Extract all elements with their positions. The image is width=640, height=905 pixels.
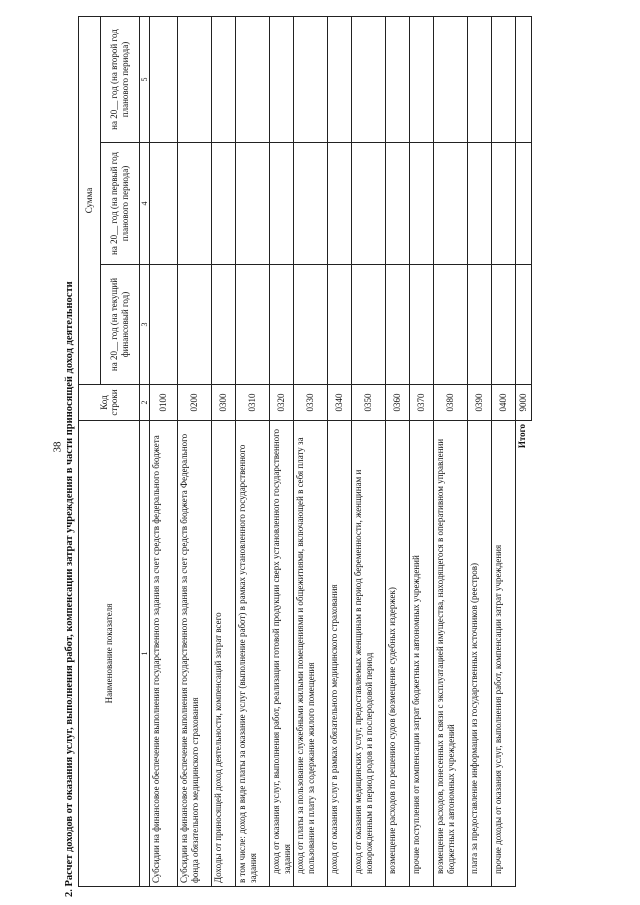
header-year-current: на 20__ год (на текущий финансовый год) — [100, 265, 139, 385]
row-code: 0390 — [468, 385, 492, 421]
row-code: 0350 — [352, 385, 386, 421]
cell-year-second-plan[interactable] — [468, 17, 492, 143]
cell-year-second-plan[interactable] — [178, 17, 212, 143]
cell-year-current[interactable] — [236, 265, 270, 385]
header-name: Наименование показателя — [79, 421, 140, 887]
column-index-row — [140, 17, 150, 887]
row-code: 0400 — [492, 385, 516, 421]
cell-year-current[interactable] — [270, 265, 294, 385]
cell-year-first-plan[interactable] — [468, 143, 492, 265]
cell-year-first-plan[interactable] — [150, 143, 178, 265]
total-code: 9000 — [516, 385, 532, 421]
cell-year-second-plan[interactable] — [492, 17, 516, 143]
row-code: 0300 — [212, 385, 236, 421]
cell-year-first-plan[interactable] — [212, 143, 236, 265]
table-row — [410, 17, 434, 887]
col-index: 1 — [140, 421, 150, 887]
col-index: 2 — [140, 385, 150, 421]
cell-total-year-second-plan[interactable] — [516, 17, 532, 143]
row-code: 0100 — [150, 385, 178, 421]
row-name: в том числе: доход в виде платы за оказание услуг (выполнение работ) в рамках установленного государственного задания — [236, 421, 270, 887]
row-code: 0200 — [178, 385, 212, 421]
cell-year-first-plan[interactable] — [328, 143, 352, 265]
table-row — [352, 17, 386, 887]
row-name: доход от оказания услуг, выполнения работ, реализации готовой продукции сверх установленного государственного задания — [270, 421, 294, 887]
cell-year-current[interactable] — [352, 265, 386, 385]
cell-year-second-plan[interactable] — [212, 17, 236, 143]
cell-year-second-plan[interactable] — [386, 17, 410, 143]
row-name: Доходы от приносящей доход деятельности, компенсаций затрат всего — [212, 421, 236, 887]
cell-year-first-plan[interactable] — [178, 143, 212, 265]
col-index: 5 — [140, 17, 150, 143]
total-row — [516, 17, 532, 887]
col-index: 3 — [140, 265, 150, 385]
row-code: 0360 — [386, 385, 410, 421]
cell-year-second-plan[interactable] — [434, 17, 468, 143]
cell-year-second-plan[interactable] — [328, 17, 352, 143]
cell-year-current[interactable] — [150, 265, 178, 385]
cell-year-current[interactable] — [410, 265, 434, 385]
cell-year-current[interactable] — [386, 265, 410, 385]
cell-total-year-first-plan[interactable] — [516, 143, 532, 265]
row-name: возмещение расходов по решению судов (возмещение судебных издержек) — [386, 421, 410, 887]
row-code: 0340 — [328, 385, 352, 421]
total-label: Итого — [517, 424, 527, 449]
cell-year-first-plan[interactable] — [492, 143, 516, 265]
cell-year-current[interactable] — [178, 265, 212, 385]
table-row — [212, 17, 236, 887]
cell-year-current[interactable] — [328, 265, 352, 385]
cell-year-second-plan[interactable] — [270, 17, 294, 143]
cell-year-first-plan[interactable] — [270, 143, 294, 265]
row-code: 0370 — [410, 385, 434, 421]
col-index: 4 — [140, 143, 150, 265]
cell-year-first-plan[interactable] — [294, 143, 328, 265]
row-code: 0310 — [236, 385, 270, 421]
cell-year-current[interactable] — [294, 265, 328, 385]
row-name: плата за предоставление информации из государственных источников (реестров) — [468, 421, 492, 887]
header-code: Код строки — [79, 385, 140, 421]
row-name: Субсидии на финансовое обеспечение выполнения государственного задания за счет средств бюджета Федерального фонда обязательного медицинского страхования — [178, 421, 212, 887]
row-name: возмещение расходов, понесенных в связи с эксплуатацией имущества, находящегося в оперативном управлении бюджетных и автономных учреждений — [434, 421, 468, 887]
header-sum: Сумма — [79, 17, 101, 385]
row-name: доход от оказания услуг в рамках обязательного медицинского страхования — [328, 421, 352, 887]
row-name: прочие поступления от компенсации затрат бюджетных и автономных учреждений — [410, 421, 434, 887]
cell-year-current[interactable] — [212, 265, 236, 385]
cell-total-year-current[interactable] — [516, 265, 532, 385]
table-row — [294, 17, 328, 887]
cell-year-current[interactable] — [434, 265, 468, 385]
row-code: 0320 — [270, 385, 294, 421]
page-number: 38 — [51, 441, 64, 453]
cell-year-second-plan[interactable] — [410, 17, 434, 143]
cell-year-first-plan[interactable] — [434, 143, 468, 265]
header-year-first-plan: на 20__ год (на первый год планового периода) — [100, 143, 139, 265]
cell-year-current[interactable] — [468, 265, 492, 385]
row-name: прочие доходы от оказания услуг, выполнения работ, компенсации затрат учреждения — [492, 421, 516, 887]
row-name: доход от платы за пользование служебными жилыми помещениями и общежитиями, включающей в себя плату за пользование и плату за содержание жилого помещения — [294, 421, 328, 887]
income-table — [78, 16, 532, 887]
cell-year-second-plan[interactable] — [352, 17, 386, 143]
cell-year-second-plan[interactable] — [294, 17, 328, 143]
cell-year-second-plan[interactable] — [150, 17, 178, 143]
row-code: 0330 — [294, 385, 328, 421]
table-row — [492, 17, 516, 887]
table-row — [386, 17, 410, 887]
header-year-second-plan: на 20__ год (на второй год планового периода) — [100, 17, 139, 143]
row-code: 0380 — [434, 385, 468, 421]
table-row — [178, 17, 212, 887]
table-row — [236, 17, 270, 887]
table-row — [468, 17, 492, 887]
cell-year-second-plan[interactable] — [236, 17, 270, 143]
cell-year-current[interactable] — [492, 265, 516, 385]
cell-year-first-plan[interactable] — [236, 143, 270, 265]
cell-year-first-plan[interactable] — [386, 143, 410, 265]
table-row — [270, 17, 294, 887]
row-name: доход от оказания медицинских услуг, предоставляемых женщинам в период беременности, женщинам и новорожденным в период родов и в послеродовой период — [352, 421, 386, 887]
cell-year-first-plan[interactable] — [410, 143, 434, 265]
row-name: Субсидии на финансовое обеспечение выполнения государственного задания за счет средств федерального бюджета — [150, 421, 178, 887]
table-row — [150, 17, 178, 887]
section-title: 2. Расчет доходов от оказания услуг, выполнения работ, компенсации затрат учреждения в части приносящей доход деятельности — [64, 281, 75, 897]
table-row — [434, 17, 468, 887]
table-row — [328, 17, 352, 887]
cell-year-first-plan[interactable] — [352, 143, 386, 265]
